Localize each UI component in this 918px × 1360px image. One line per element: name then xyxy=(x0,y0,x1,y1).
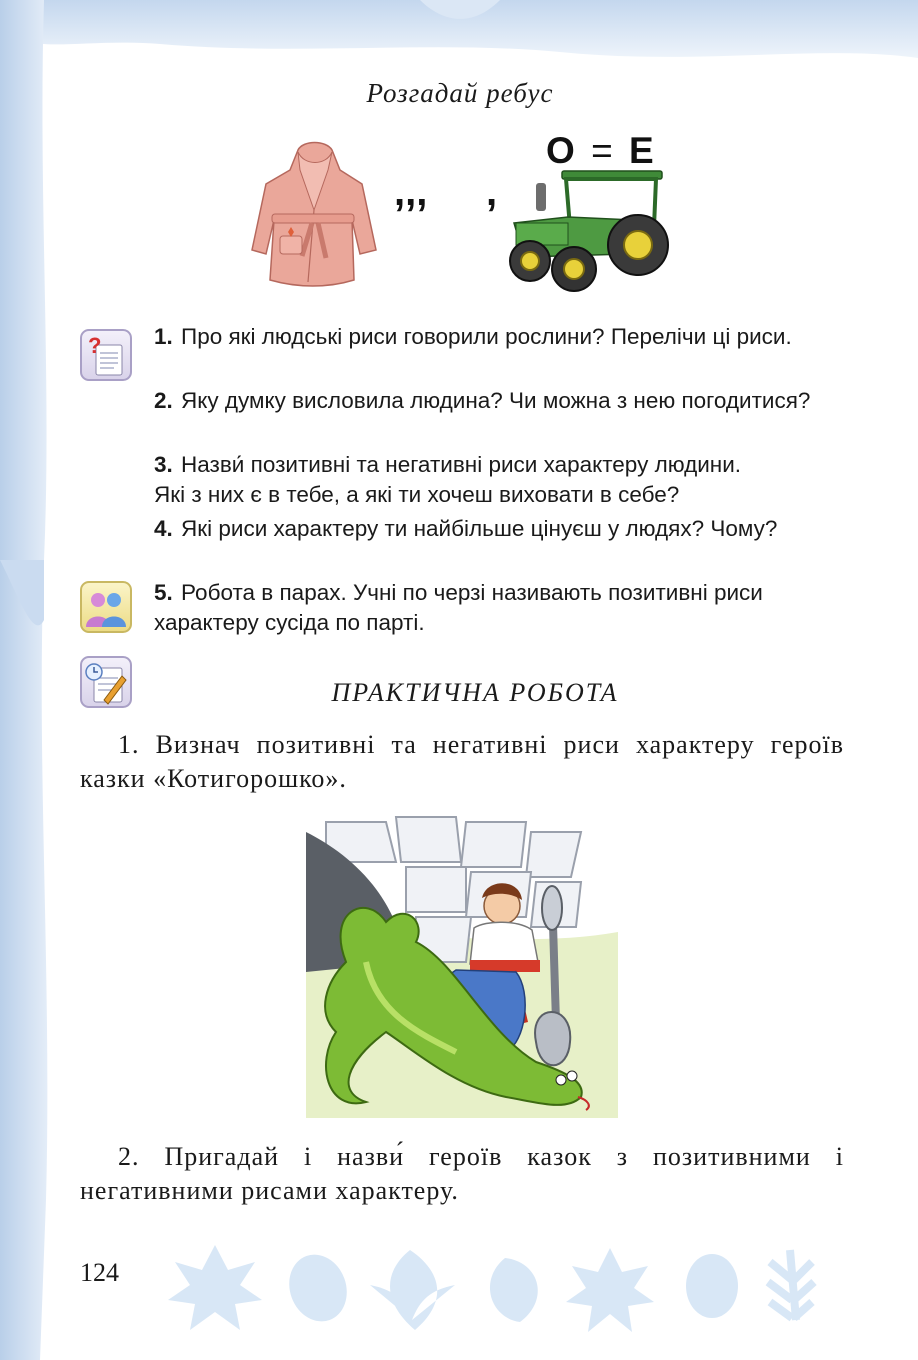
practice-title: ПРАКТИЧНА РОБОТА xyxy=(331,678,619,707)
rebus-letter-from: О xyxy=(546,130,576,171)
svg-text:?: ? xyxy=(88,333,102,358)
practice-task-2: 2. Пригадай і назви́ героїв казок з позитивними і негативними рисами характеру. xyxy=(80,1142,844,1205)
question-3-text-line-2: Які з них є в тебе, а які ти хочеш виховати в себе? xyxy=(154,482,680,507)
question-1-text: Про які людські риси говорили рослини? Перелічи ці риси. xyxy=(181,324,792,349)
question-3-number: 3. xyxy=(154,452,173,477)
question-2 xyxy=(154,386,844,416)
question-1 xyxy=(154,322,844,352)
question-1-number: 1. xyxy=(154,324,173,349)
question-clipboard-icon xyxy=(80,329,132,381)
question-2-text: Яку думку висловила людина? Чи можна з нею погодитися? xyxy=(181,388,811,413)
question-5-text: Робота в парах. Учні по черзі називають позитивні риси характеру сусіда по парті. xyxy=(154,580,763,635)
question-3-text-line-1: Назви́ позитивні та негативні риси характеру людини. xyxy=(181,452,742,477)
practical-work-icon xyxy=(80,656,132,708)
question-4 xyxy=(154,514,844,544)
question-2-number: 2. xyxy=(154,388,173,413)
question-3-line-1 xyxy=(154,450,844,480)
page-number: 124 xyxy=(80,1258,119,1287)
question-4-text: Які риси характеру ти найбільше цінуєш у людях? Чому? xyxy=(181,516,778,541)
practice-task-1: 1. Визнач позитивні та негативні риси характеру героїв казки «Котигорошко». xyxy=(80,730,844,793)
question-4-number: 4. xyxy=(154,516,173,541)
question-3 xyxy=(154,450,844,510)
rebus-commas-after-robe: ,,, xyxy=(394,170,428,214)
rebus-title: Розгадай ребус xyxy=(366,78,554,108)
rebus-letter-to: Е xyxy=(628,130,655,171)
bathrobe-illustration xyxy=(248,140,380,290)
question-5-number: 5. xyxy=(154,580,173,605)
kotyhoroshko-dragon-illustration xyxy=(306,812,618,1118)
pair-work-icon xyxy=(80,581,132,633)
tractor-illustration xyxy=(504,165,674,295)
question-5 xyxy=(154,578,844,638)
rebus-comma-before-tractor: , xyxy=(486,170,498,214)
rebus-equals-sign: = xyxy=(591,130,614,171)
